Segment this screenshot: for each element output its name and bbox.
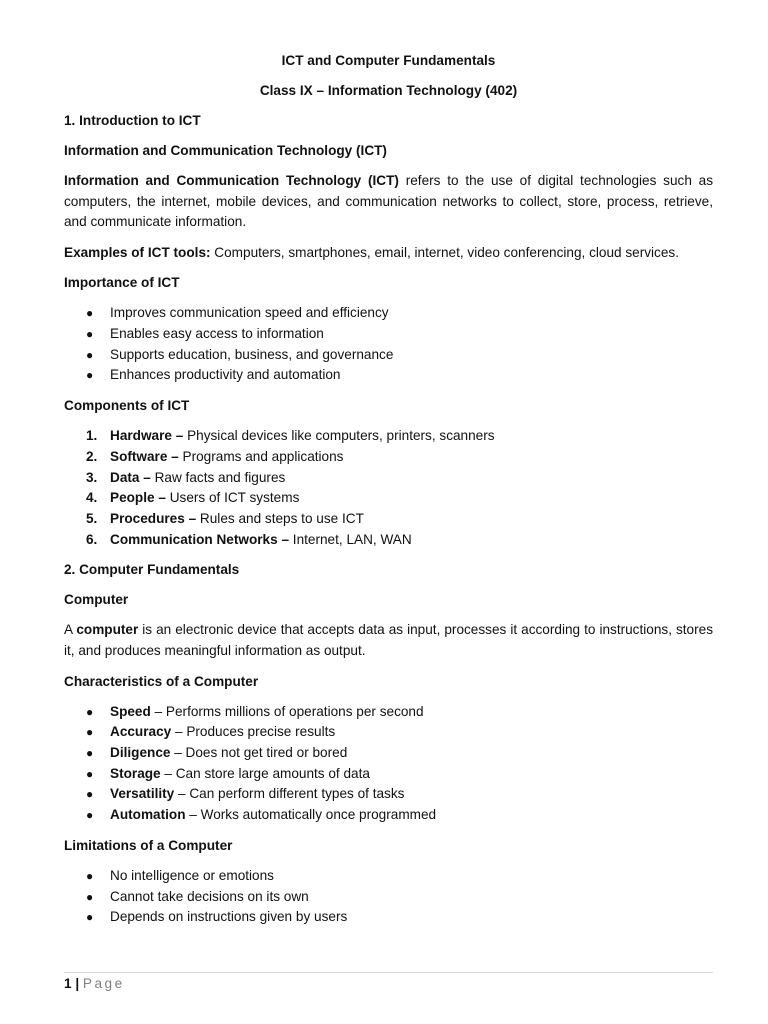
list-item [64,887,713,908]
page-footer [64,972,713,993]
computer-definition-article: A [64,622,77,638]
document-title: ICT and Computer Fundamentals [281,53,496,68]
ict-examples [64,243,713,264]
characteristics-heading: Characteristics of a Computer [64,673,259,689]
importance-list [64,303,713,386]
list-item [64,345,713,366]
computer-definition-text: is an electronic device that accepts data as input, processes it according to instructions, stores it, and produces meaningful information as output. [64,622,713,658]
list-item-text: Supports education, business, and governance [110,346,394,362]
bullet-icon: ● [86,327,94,342]
list-item-term: Communication Networks – [110,531,290,547]
bullet-icon: ● [86,889,94,904]
list-item-text: Improves communication speed and efficiency [110,305,389,321]
section-2-heading: 2. Computer Fundamentals [64,562,240,578]
list-item [64,488,713,509]
bullet-icon: ● [86,910,94,925]
list-item-term: Automation [110,807,186,823]
ict-definition-term: Information and Communication Technology (ICT) [64,173,399,188]
bullet-icon: ● [86,725,94,740]
list-item-text: Programs and applications [178,448,344,464]
importance-heading: Importance of ICT [64,275,180,291]
bullet-icon: ● [86,766,94,781]
list-item-text: Internet, LAN, WAN [289,531,412,547]
list-item-text: – Can perform different types of tasks [174,786,405,802]
list-item-text: Enhances productivity and automation [110,367,341,383]
list-item-term: Procedures – [110,511,197,526]
list-item [64,866,713,887]
list-item-text: – Produces precise results [171,724,336,740]
list-number: 5. [86,511,98,526]
ict-examples-label: Examples of ICT tools: [64,244,211,260]
list-item-term: Speed [110,703,151,719]
bullet-icon: ● [86,306,94,321]
document-subtitle: Class IX – Information Technology (402) [259,83,518,98]
page-number: 1 [64,976,72,991]
list-item-text: – Performs millions of operations per second [150,703,424,719]
list-item [64,303,713,324]
list-item [64,805,713,826]
bullet-icon: ● [86,746,94,760]
list-item-term: Accuracy [110,724,172,740]
list-number: 3. [86,469,98,485]
limitations-heading: Limitations of a Computer [64,837,233,853]
list-item-term: Diligence [110,745,171,760]
bullet-icon: ● [86,787,94,802]
list-item [64,702,713,723]
list-item-term: People – [110,490,166,506]
components-list [64,426,713,550]
ict-subheading: Information and Communication Technology (ICT) [64,143,387,158]
list-item [64,447,713,468]
list-item-text: Depends on instructions given by users [110,909,348,925]
list-item-text: – Works automatically once programmed [185,807,437,823]
list-number: 4. [86,490,98,506]
list-item [64,509,713,530]
list-item-text: Physical devices like computers, printers, scanners [183,428,495,444]
components-heading: Components of ICT [64,398,190,414]
list-item [64,784,713,805]
ict-definition [64,171,713,233]
list-item [64,426,713,447]
bullet-icon: ● [86,347,94,362]
list-item-text: No intelligence or emotions [110,867,274,883]
list-item-text: Enables easy access to information [110,326,324,342]
ict-examples-text: Computers, smartphones, email, internet, video conferencing, cloud services. [210,244,679,260]
list-number: 1. [86,428,98,444]
bullet-icon: ● [86,704,94,719]
list-item [64,530,713,551]
ict-definition-text: refers to the use of digital technologies such as computers, the internet, mobile devices, and communication networks to collect, store, process, retrieve, and communicate information. [64,173,713,230]
bullet-icon: ● [86,868,94,883]
list-item-term: Data – [110,469,151,485]
computer-subheading: Computer [64,592,129,608]
bullet-icon: ● [86,808,94,823]
computer-definition-term: computer [76,622,139,638]
list-item-term: Storage [110,765,161,781]
list-item-text: – Does not get tired or bored [170,745,348,760]
limitations-list [64,866,713,928]
footer-separator: | [71,976,83,991]
list-item-text: Rules and steps to use ICT [196,511,364,526]
characteristics-list [64,702,713,826]
page-label: Page [82,976,125,991]
list-item [64,743,713,764]
list-item [64,722,713,743]
list-item-term: Versatility [110,786,175,802]
list-item-text: – Can store large amounts of data [160,765,370,781]
bullet-icon: ● [86,368,94,383]
list-item-text: Raw facts and figures [150,469,286,485]
list-item [64,324,713,345]
list-item-term: Hardware – [110,428,184,444]
section-1-heading: 1. Introduction to ICT [64,113,201,128]
list-item-text: Users of ICT systems [165,490,300,506]
list-item [64,468,713,489]
list-number: 2. [86,448,98,464]
list-item-text: Cannot take decisions on its own [110,888,309,904]
list-number: 6. [86,531,98,547]
list-item [64,764,713,785]
computer-definition [64,620,713,661]
list-item [64,365,713,386]
list-item [64,907,713,928]
list-item-term: Software – [110,448,179,464]
